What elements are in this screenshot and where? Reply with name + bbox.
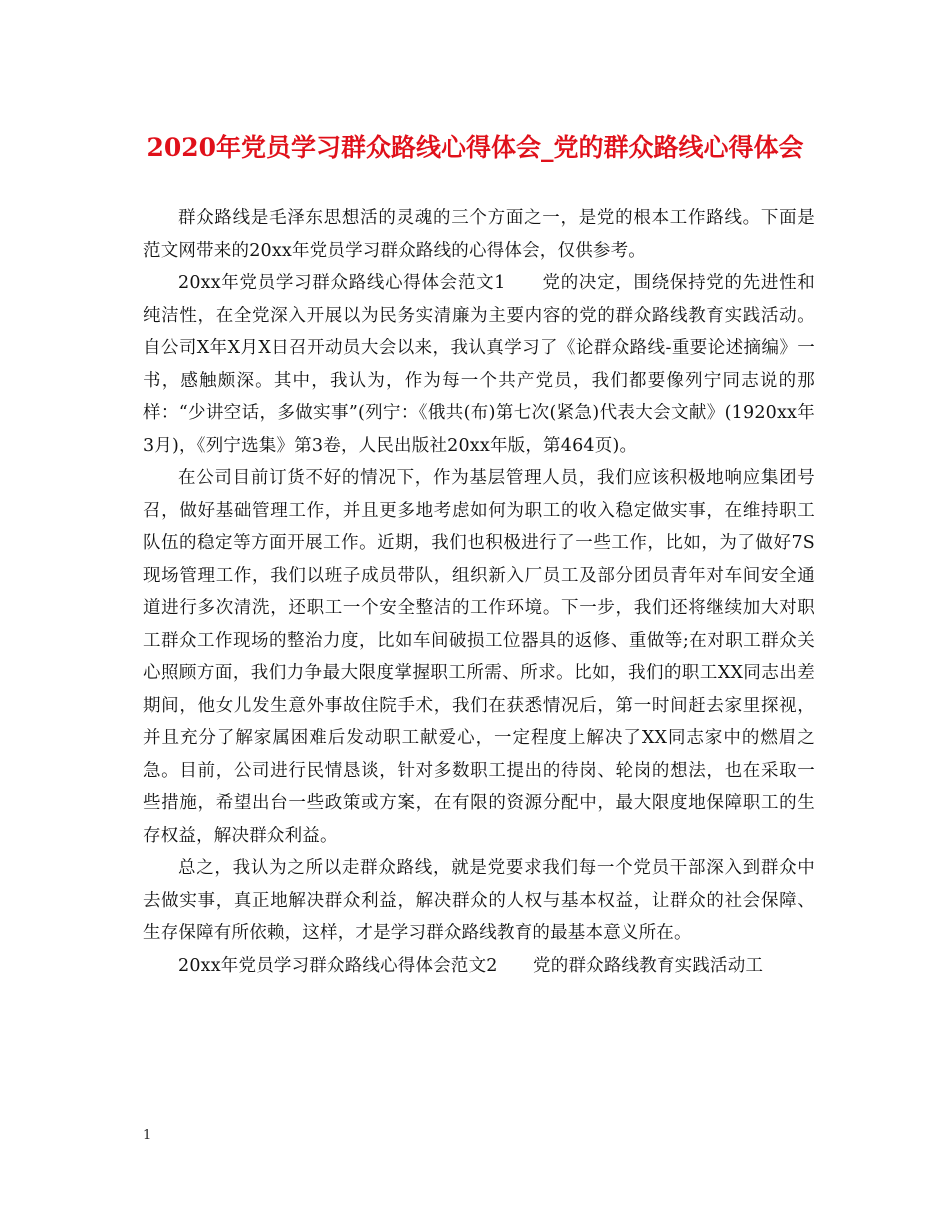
document-body	[143, 202, 815, 982]
page-number: 1	[143, 1128, 152, 1143]
paragraph-conclusion: 总之，我认为之所以走群众路线，就是党要求我们每一个党员干部深入到群众中去做实事，真正地解决群众利益，解决群众的人权与基本权益，让群众的社会保障、生存保障有所依赖，这样，才是学习群众路线教育的最基本意义所在。	[143, 858, 815, 943]
paragraph-sample-2: 20xx年党员学习群众路线心得体会范文2 党的群众路线教育实践活动工	[178, 955, 764, 976]
paragraph-company-work: 在公司目前订货不好的情况下，作为基层管理人员，我们应该积极地响应集团号召，做好基础管理工作，并且更多地考虑如何为职工的收入稳定做实事，在维持职工队伍的稳定等方面开展工作。近期，我们也积极进行了一些工作，比如，为了做好7S现场管理工作，我们以班子成员带队，组织新入厂员工及部分团员青年对车间安全通道进行多次清洗，还职工一个安全整洁的工作环境。下一步，我们还将继续加大对职工群众工作现场的整治力度，比如车间破损工位器具的返修、重做等;在对职工群众关心照顾方面，我们力争最大限度掌握职工所需、所求。比如，我们的职工XX同志出差期间，他女儿发生意外事故住院手术，我们在获悉情况后，第一时间赶去家里探视，并且充分了解家属困难后发动职工献爱心，一定程度上解决了XX同志家中的燃眉之急。目前，公司进行民情恳谈，针对多数职工提出的待岗、轮岗的想法，也在采取一些措施，希望出台一些政策或方案，在有限的资源分配中，最大限度地保障职工的生存权益，解决群众利益。	[143, 468, 815, 846]
paragraph-sample-1: 20xx年党员学习群众路线心得体会范文1 党的决定，围绕保持党的先进性和纯洁性，在全党深入开展以为民务实清廉为主要内容的党的群众路线教育实践活动。自公司X年X月X日召开动员大会以来，我认真学习了《论群众路线-重要论述摘编》一书，感触颇深。其中，我认为，作为每一个共产党员，我们都要像列宁同志说的那样：“少讲空话，多做实事”(列宁：《俄共(布)第七次(紧急)代表大会文献》(1920xx年3月)，《列宁选集》第3卷，人民出版社20xx年版，第464页)。	[143, 273, 815, 456]
paragraph-intro: 群众路线是毛泽东思想活的灵魂的三个方面之一，是党的根本工作路线。下面是范文网带来的20xx年党员学习群众路线的心得体会，仅供参考。	[143, 208, 815, 261]
document-title: 2020年党员学习群众路线心得体会_党的群众路线心得体会	[146, 133, 804, 162]
